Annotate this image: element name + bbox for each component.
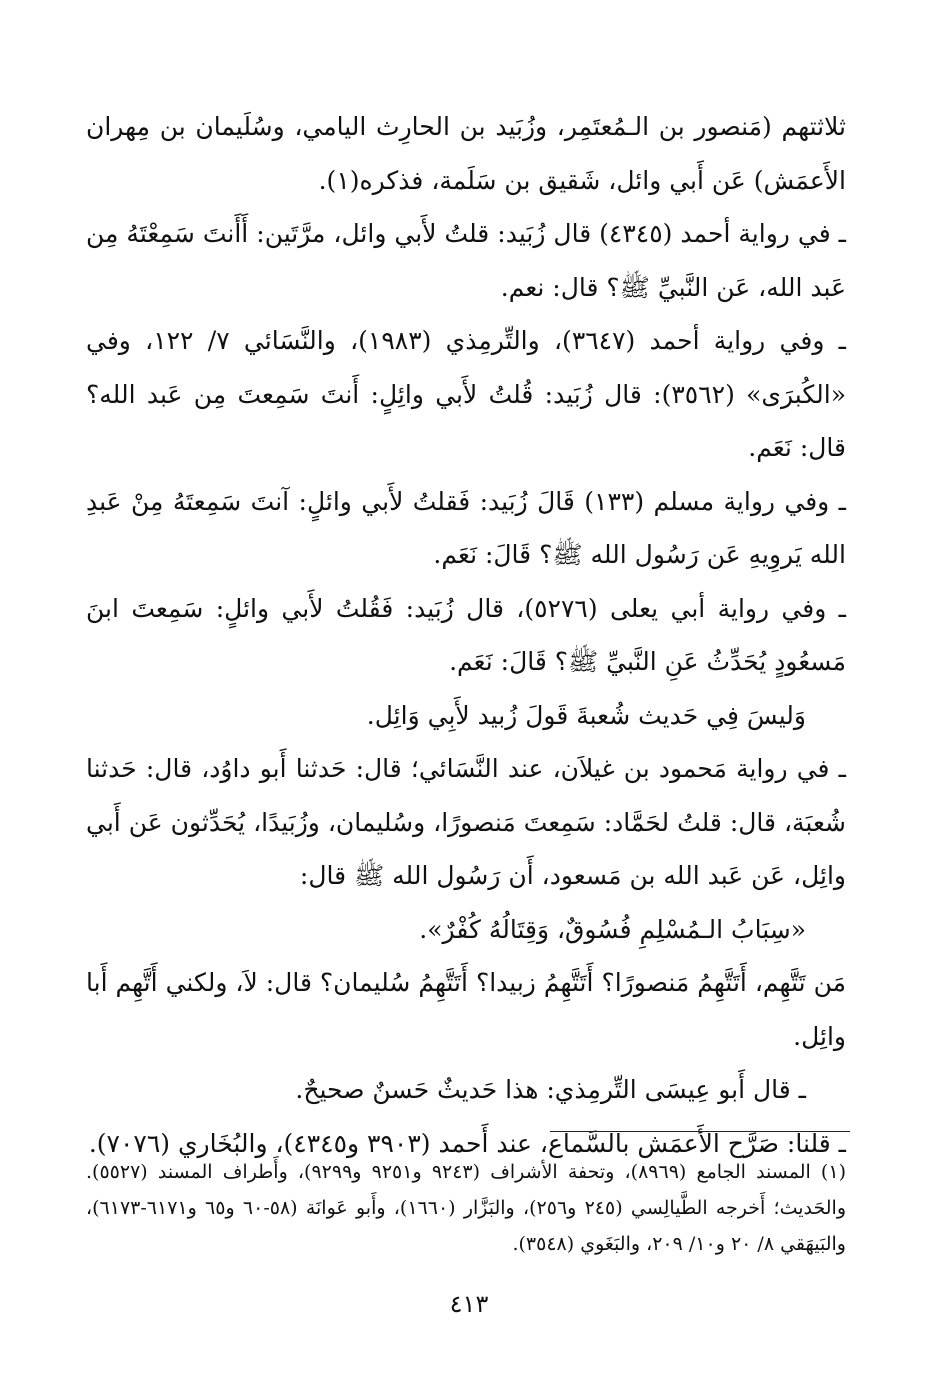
footnotes bbox=[86, 1154, 846, 1262]
paragraph-3: ـ وفي رواية أحمد (٣٦٤٧)، والتِّرمِذي (١٩٨٣)، والنَّسَائي ٧/ ١٢٢، وفي «الكُبرَى» (٣٥٦٢): قال زُبَيد: قُلتُ لأَبي وائِلٍ: أَنتَ سَمِعتَ مِن عَبد الله؟ قال: نَعَم. bbox=[86, 326, 846, 462]
paragraph-5: ـ وفي رواية أبي يعلى (٥٢٧٦)، قال زُبَيد: فَقُلتُ لأَبي وائلٍ: سَمِعتَ ابنَ مَسعُودٍ يُحَدِّثُ عَنِ النَّبيِّ ﷺ؟ قَالَ: نَعَم. bbox=[86, 593, 847, 676]
footnote-1: (١) المسند الجامع (٨٩٦٩)، وتحفة الأشراف (٩٢٤٣ و٩٢٥١ و٩٢٩٩)، وأَطراف المسند (٥٥٢٧). والحَديث؛ أَخرجه الطَّيالِسي (٢٤٥ و٢٥٦)، والبَزَّار (١٦٦٠)، وأَبو عَوانَة (٥٨-٦٠ و٦٥ و٦١٧١-٦١٧٣)، والبَيهَقي ٨/ ٢٠ و١٠/ ٢٠٩، والبَغَوي (٣٥٤٨). bbox=[86, 1161, 847, 1255]
footnote-separator bbox=[550, 1131, 850, 1132]
paragraph-7: ـ في رواية مَحمود بن غيلاَن، عند النَّسَائي؛ قال: حَدثنا أَبو داوُد، قال: حَدثنا شُعبَة، قال: قلتُ لحَمَّاد: سَمِعتَ مَنصورًا، وسُليمان، وزُبَيدًا، يُحَدِّثون عَن أَبي وائِل، عَن عَبد الله بن مَسعود، أَن رَسُول الله ﷺ قال: bbox=[86, 754, 846, 890]
page-number: ٤١٣ bbox=[449, 1290, 489, 1318]
paragraph-11: ـ قلنا: صَرَّح الأَعمَش بالسَّماع، عند أَحمد (٣٩٠٣ و٤٣٤٥)، والبُخَاري (٧٠٧٦). bbox=[88, 1128, 846, 1158]
paragraph-10: ـ قال أَبو عِيسَى التِّرمِذي: هذا حَديثٌ حَسنٌ صحيحٌ. bbox=[295, 1075, 806, 1104]
paragraph-9: مَن تَتَّهِم، أَتَتَّهِمُ مَنصورًا؟ أَتَتَّهِمُ زبيدا؟ أَتَتَّهِمُ سُليمان؟ قال: لاَ، ولكني أَتَّهِم أَبا وائِل. bbox=[86, 968, 846, 1051]
paragraph-4: ـ وفي رواية مسلم (١٣٣) قَالَ زُبَيد: فَقلتُ لأَبي وائلٍ: آنتَ سَمِعتَهُ مِنْ عَبدِ الله يَروِيهِ عَن رَسُول الله ﷺ؟ قَالَ: نَعَم. bbox=[86, 486, 846, 569]
hadith-quote: «سِبَابُ الـمُسْلِمِ فُسُوقٌ، وَقِتَالُهُ كُفْرٌ». bbox=[419, 914, 806, 944]
main-text bbox=[86, 100, 846, 1170]
paragraph-6: وَليسَ فِي حَديث شُعبةَ قَولَ زُبيد لأَبِي وَائِل. bbox=[366, 700, 806, 730]
paragraph-1: ثلاثتهم (مَنصور بن الـمُعتَمِر، وزُبَيد بن الحارِث اليامي، وسُلَيمان بن مِهران الأَعمَش) عَن أَبي وائل، شَقيق بن سَلَمة، فذكره(١). bbox=[86, 112, 846, 195]
paragraph-2: ـ في رواية أحمد (٤٣٤٥) قال زُبَيد: قلتُ لأَبي وائل، مرَّتَين: أَأَنتَ سَمِعْتَهُ مِن عَبد الله، عَن النَّبيِّ ﷺ؟ قال: نعم. bbox=[86, 219, 846, 302]
